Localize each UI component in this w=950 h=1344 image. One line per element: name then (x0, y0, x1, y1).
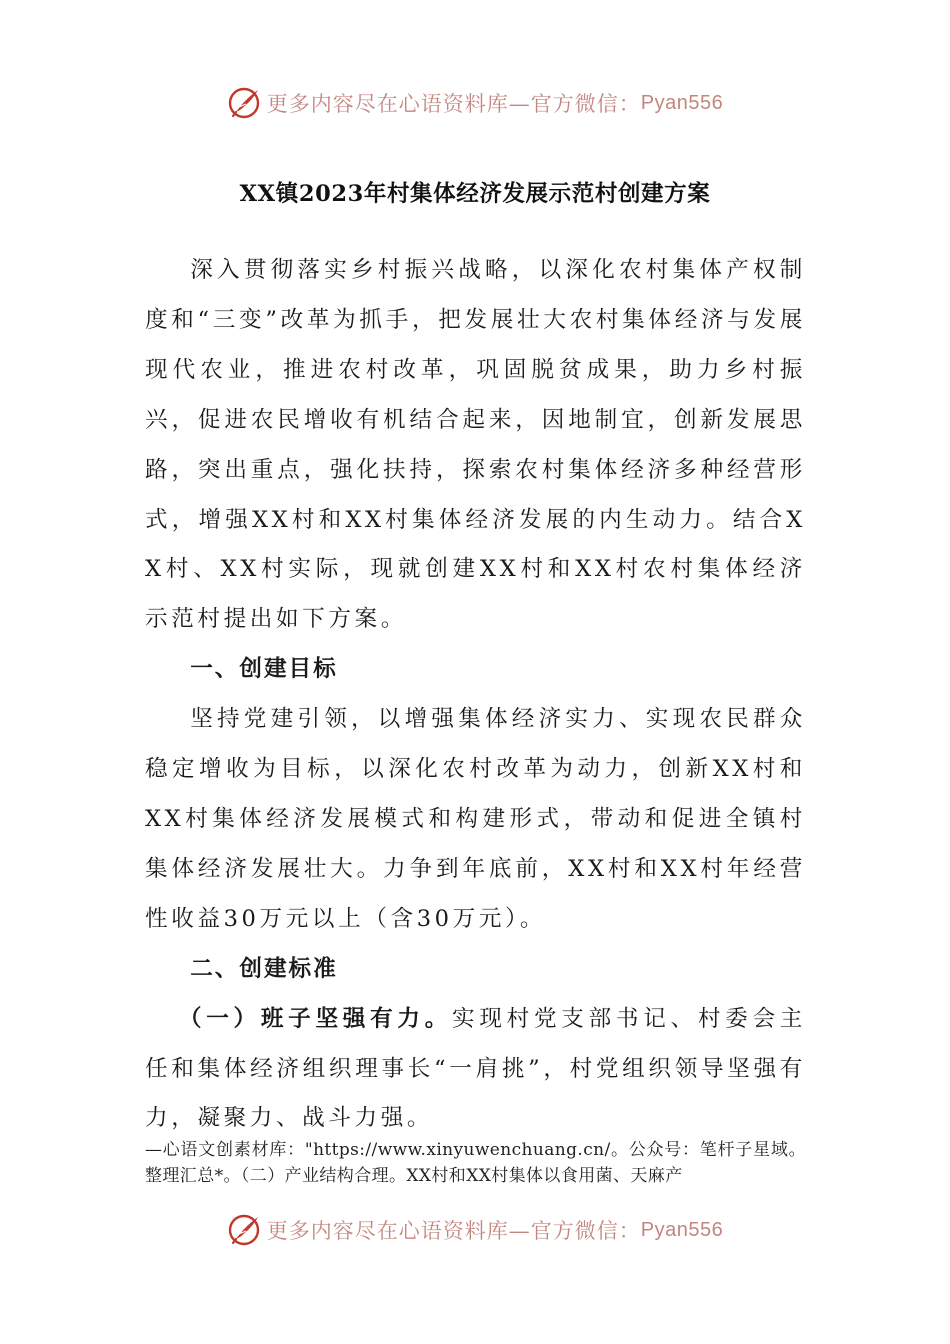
banner-text: 更多内容尽在心语资料库—官方微信： (266, 92, 641, 116)
banner-wechat-id: Pyan556 (640, 91, 724, 114)
banner-wechat-id: Pyan556 (640, 1218, 724, 1241)
document-body (145, 246, 806, 1144)
document-title: XX镇2023年村集体经济发展示范村创建方案 (239, 181, 711, 207)
footer-source-note: —心语文创素材库："https://www.xinyuwenchuang.cn/。公众号：笔杆子星域。整理汇总*。（二）产业结构合理。XX村和XX村集体以食用菌、天麻产 (145, 1140, 806, 1186)
footer-watermark-banner (0, 1210, 950, 1250)
banner-text: 更多内容尽在心语资料库—官方微信： (266, 1219, 641, 1243)
section2-heading: 二、创建标准 (190, 955, 338, 982)
subsection1-paragraph (145, 995, 806, 1145)
subsection1-label: （一）班子坚强有力。 (178, 1005, 453, 1032)
intro-paragraph: 深入贯彻落实乡村振兴战略，以深化农村集体产权制度和“三变”改革为抓手，把发展壮大农村集体经济与发展现代农业，推进农村改革，巩固脱贫成果，助力乡村振兴，促进农民增收有机结合起来，因地制宜，创新发展思路，突出重点，强化扶持，探索农村集体经济多种经营形式，增强XX村和XX村集体经济发展的内生动力。结合XX村、XX村实际，现就创建XX村和XX村农村集体经济示范村提出如下方案。 (145, 257, 806, 633)
header-watermark-banner (0, 83, 950, 123)
section1-paragraph: 坚持党建引领，以增强集体经济实力、实现农民群众稳定增收为目标，以深化农村改革为动力，创新XX村和XX村集体经济发展模式和构建形式，带动和促进全镇村集体经济发展壮大。力争到年底前，XX村和XX村年经营性收益30万元以上（含30万元）。 (145, 706, 806, 932)
subsection1-body: 实现村党支部书记、村委会主任和集体经济组织理事长“一肩挑”，村党组织领导坚强有力，凝聚力、战斗力强。 (145, 1005, 806, 1132)
quill-logo-icon (227, 85, 263, 121)
quill-logo-icon (227, 1212, 263, 1248)
section1-heading: 一、创建目标 (190, 656, 338, 683)
